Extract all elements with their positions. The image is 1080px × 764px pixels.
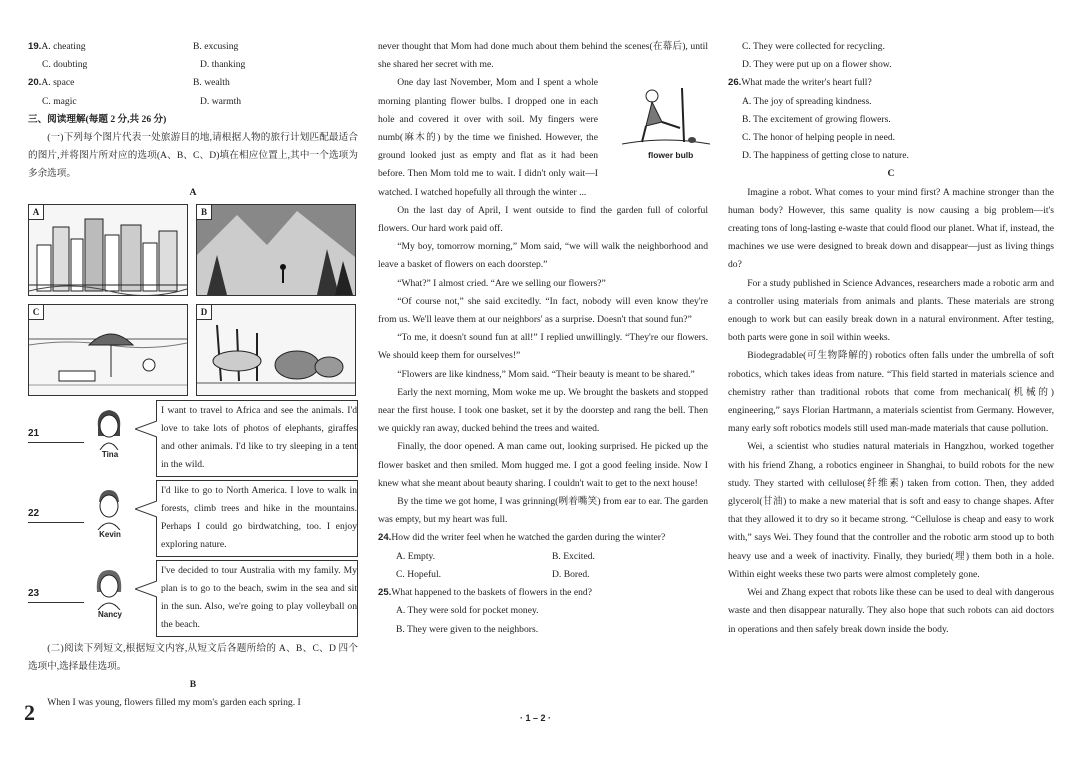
question-24-options xyxy=(378,548,708,566)
answer-number: 23 xyxy=(28,587,40,599)
option-b: B. Excited. xyxy=(552,550,595,562)
bubble-tail xyxy=(135,419,157,439)
picture-b-forest xyxy=(196,204,356,296)
bubble-text: I've decided to tour Australia with my family. My plan is to go to the beach, swim in the sea and sit in the sun. Also, we're going to play volleyball on the beach. xyxy=(161,564,357,631)
passage-b-start: When I was young, flowers filled my mom's garden each spring. I xyxy=(47,697,301,709)
option-d: D. They were put up on a flower show. xyxy=(742,59,892,71)
section-title: 三、阅读理解(每题 2 分,共 26 分) xyxy=(28,113,167,125)
picture-label: C xyxy=(29,305,44,320)
answer-blank[interactable] xyxy=(28,522,84,523)
question-19-row1 xyxy=(28,38,358,56)
flower-bulb-illustration xyxy=(622,82,710,162)
passage-c-para: For a study published in Science Advances, researchers made a robotic arm and a controller using materials from animals and plants. These materials are strong enough to work but can easily break down in a natural environment. After testing, both parts were gone in soil within weeks. xyxy=(728,277,1054,344)
question-24-options xyxy=(378,566,708,584)
destination-pictures xyxy=(28,204,358,400)
question-stem: What made the writer's heart full? xyxy=(741,77,872,89)
passage-b-para: never thought that Mom had done much about them behind the scenes(在幕后), until she shared her secret with me. xyxy=(378,41,708,71)
question-number: 26. xyxy=(728,77,742,89)
option-a: A. space xyxy=(41,77,75,89)
bubble-text: I'd like to go to North America. I love to walk in forests, climb trees and hike in the mountains. Perhaps I could go birdwatching, too. I enjoy exploring nature. xyxy=(161,484,357,551)
question-number: 25. xyxy=(378,587,392,599)
picture-c-beach xyxy=(28,304,188,396)
passage-b-label: B xyxy=(189,679,197,691)
person-kevin xyxy=(28,480,358,560)
bubble-tail xyxy=(135,579,157,599)
option-a: A. cheating xyxy=(41,41,86,52)
question-number: 20. xyxy=(28,77,42,89)
gardener-planting-icon xyxy=(622,82,710,152)
option-c: C. They were collected for recycling. xyxy=(742,41,885,52)
picture-label: B xyxy=(197,205,212,220)
passage-b-para: “To me, it doesn't sound fun at all!” I replied unwillingly. “They're our flowers. We should keep them for ourselves!” xyxy=(378,332,708,362)
passage-b-para: “Of course not,” she said excitedly. “In fact, nobody will even know they're from us. We'll leave them at our neighbors' as a surprise. Doesn't that sound fun?” xyxy=(378,295,708,326)
passage-c-label: C xyxy=(887,168,895,180)
answer-blank[interactable] xyxy=(28,602,84,603)
passage-b-para: “My boy, tomorrow morning,” Mom said, “we will walk the neighborhood and leave a basket of flowers on each doorstep.” xyxy=(378,241,708,271)
question-20-row1 xyxy=(28,74,358,92)
picture-label: D xyxy=(197,305,212,320)
speech-bubble xyxy=(156,480,358,557)
option-b: B. The excitement of growing flowers. xyxy=(742,113,891,125)
bubble-tail xyxy=(135,499,157,519)
question-number: 24. xyxy=(378,532,392,544)
left-column xyxy=(28,38,358,713)
option-d: D. Bored. xyxy=(552,568,590,580)
option-c: C. The honor of helping people in need. xyxy=(742,132,896,144)
passage-b-para: “Flowers are like kindness,” Mom said. “Their beauty is meant to be shared.” xyxy=(397,368,695,380)
picture-a-city xyxy=(28,204,188,296)
illustration-caption: flower bulb xyxy=(648,150,694,160)
speech-bubble xyxy=(156,400,358,477)
city-skyline-icon xyxy=(29,205,187,295)
giraffe-elephant-icon xyxy=(197,305,355,395)
passage-b-para: On the last day of April, I went outside to find the garden full of colorful flowers. Our hard work paid off. xyxy=(378,204,708,235)
option-c: C. magic xyxy=(42,95,77,107)
option-d: D. The happiness of getting close to nature. xyxy=(742,150,909,162)
person-name: Kevin xyxy=(99,529,121,539)
passage-c-para: Biodegradable(可生物降解的) robotics often falls under the umbrella of soft robotics, which takes ideas from nature. “This field started in materials science and chemistry rather than traditional robots that come from mechanical(机械的) engineering,” says Florian Hartmann, a materials scientist from Germany. However, many early soft robotics models still used man-made materials that cause pollution. xyxy=(728,350,1054,435)
question-24 xyxy=(378,529,708,547)
person-name: Tina xyxy=(101,449,119,459)
question-20-row2 xyxy=(28,93,358,111)
answer-blank[interactable] xyxy=(28,442,84,443)
question-stem: What happened to the baskets of flowers in the end? xyxy=(391,587,592,599)
beach-umbrella-icon xyxy=(29,305,187,395)
right-column xyxy=(728,38,1054,639)
passage-c-para: Imagine a robot. What comes to your mind first? A machine stronger than the human body? However, this same quality is now causing a big problem—it's creating tons of long-lasting e-waste that could flood our planet. What if, instead, the machines we use were designed to break down and disappear—just as living things do? xyxy=(728,186,1054,271)
answer-number: 22 xyxy=(28,507,40,519)
passage-b-para: By the time we got home, I was grinning(咧着嘴笑) from ear to ear. The garden was empty, but my heart was full. xyxy=(378,496,708,526)
question-25 xyxy=(378,584,708,602)
girl-avatar-icon xyxy=(92,566,126,610)
picture-label: A xyxy=(29,205,44,220)
option-a: A. Empty. xyxy=(396,550,436,562)
option-c: C. Hopeful. xyxy=(396,568,442,580)
option-b: B. They were given to the neighbors. xyxy=(396,623,539,635)
question-26 xyxy=(728,74,1054,92)
option-b: B. wealth xyxy=(193,77,230,89)
option-a: A. They were sold for pocket money. xyxy=(396,605,539,617)
passage-a-label: A xyxy=(189,186,197,198)
passage-c-para: Wei, a scientist who studies natural materials in Hangzhou, worked together with his friend Zhang, a robotics engineer in Shanghai, to build robots for the new study. They started with cellulose(纤维素) taken from cotton. Then, they added glycerol(甘油) to make a new material that is soft and easy to change shapes. After that they allowed it to dry so it became strong. “Cellulose is cheap and easy to work with,” says Wei. They found that the controller and the robotic arm stood up to both heavy use and a week of inactivity. Finally, they buried(埋) them both in a hole. Within eight weeks these two parts were almost completely gone. xyxy=(728,441,1054,580)
person-name: Nancy xyxy=(97,609,122,619)
option-b: B. excusing xyxy=(193,41,239,52)
bubble-text: I want to travel to Africa and see the animals. I'd love to take lots of photos of elephants, giraffes and other animals. I'd like to try sleeping in a tent in the wild. xyxy=(161,404,357,471)
question-stem: How did the writer feel when he watched the garden during the winter? xyxy=(391,532,666,544)
question-number: 19. xyxy=(28,41,42,52)
boy-avatar-icon xyxy=(92,486,126,530)
page-number: · 1 – 2 · xyxy=(520,713,552,723)
passage-b-para: Early the next morning, Mom woke me up. We brought the baskets and stopped near the first house. I took one basket, set it by the doorstep and rang the bell. Then we quickly ran away, ducked behind the trees and waited. xyxy=(378,386,708,435)
picture-d-safari xyxy=(196,304,356,396)
question-19-row2 xyxy=(28,56,358,74)
person-nancy xyxy=(28,560,358,640)
passage-c-para: Wei and Zhang expect that robots like these can be used to deal with dangerous waste and then disappear naturally. They also hope that such robots can aid doctors in operations and then safely break down inside the body. xyxy=(728,587,1054,635)
passage-b-para: One day last November, Mom and I spent a whole morning planting flower bulbs. I dropped one in each hole and covered it over with soil. My fingers were numb(麻木的) by the time we finished. However, the ground looked just as empty and flat as it had been before. Then Mom told me to wait. I didn't only wait—I watched. I watched hopefully all through the winter ... xyxy=(378,77,598,198)
option-a: A. The joy of spreading kindness. xyxy=(742,95,872,107)
speech-bubble xyxy=(156,560,358,637)
option-d: D. thanking xyxy=(200,59,246,71)
option-d: D. warmth xyxy=(200,95,242,107)
person-tina xyxy=(28,400,358,480)
option-c: C. doubting xyxy=(42,59,88,71)
part2-instructions: (二)阅读下列短文,根据短文内容,从短文后各题所给的 A、B、C、D 四个选项中,选择最佳选项。 xyxy=(28,642,358,673)
mountain-forest-icon xyxy=(197,205,355,295)
passage-b-para: “What?” I almost cried. “Are we selling our flowers?” xyxy=(397,277,606,289)
answer-number: 21 xyxy=(28,427,40,439)
page-side-number: 2 xyxy=(24,700,35,725)
passage-b-para: Finally, the door opened. A man came out, looking surprised. He picked up the flower basket and then smiled. Mom hugged me. I got a good feeling inside. Now I knew what she meant about beauty sharing. I couldn't wait to get to the next house! xyxy=(378,441,708,489)
part1-instructions: (一)下列每个图片代表一处旅游目的地,请根据人物的旅行计划匹配最适合的图片,并将图片所对应的选项(A、B、C、D)填在相应位置上,其中一个选项为多余选项。 xyxy=(28,132,358,180)
girl-avatar-icon xyxy=(92,406,126,450)
